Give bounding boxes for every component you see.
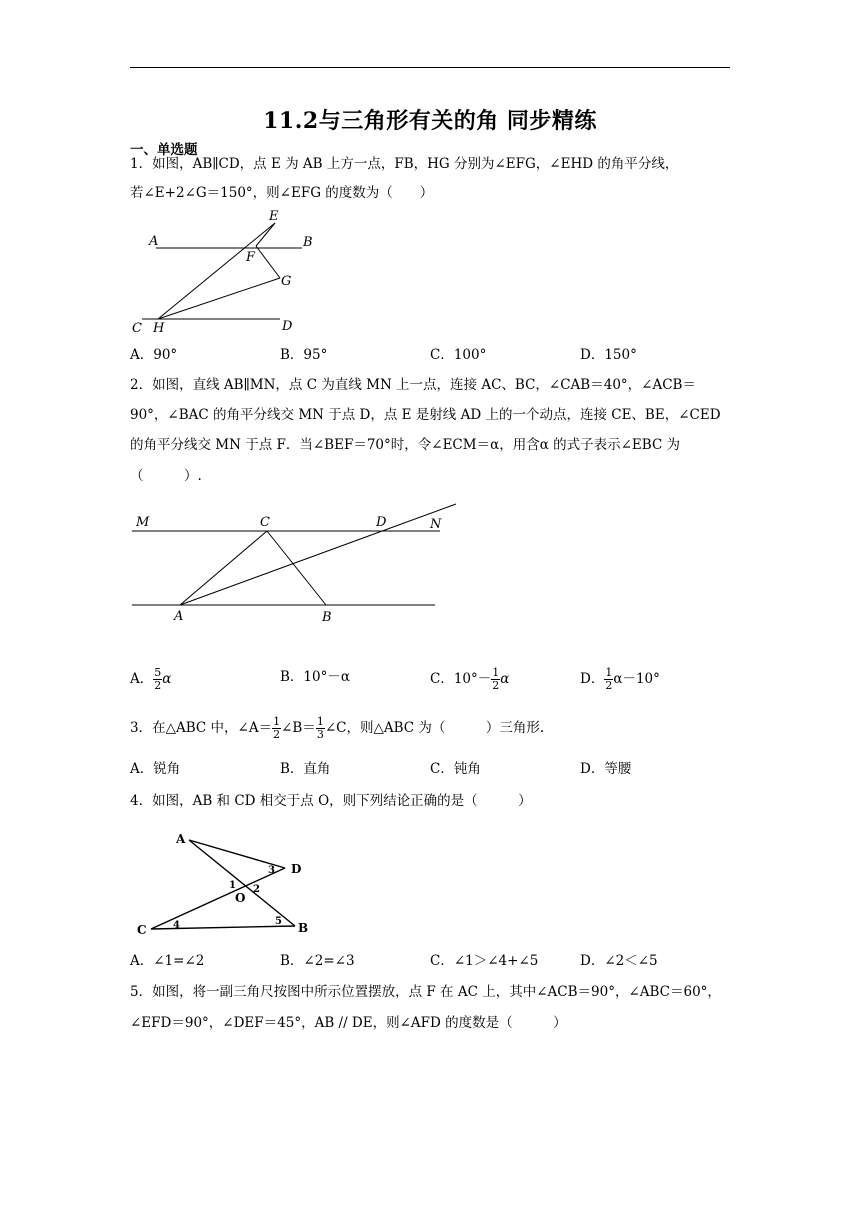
q4-seg-ab (189, 840, 295, 926)
q2-options (130, 666, 730, 692)
q3-prefix: 3．在△ABC 中，∠A＝ (130, 720, 273, 736)
q3-option-a[interactable]: A．锐角 (130, 761, 181, 777)
q4-option-c[interactable]: C．∠1＞∠4+∠5 (430, 953, 539, 969)
q4-figure (135, 826, 315, 938)
q2-option-d-den: 2 (605, 679, 613, 692)
q3-mid: ∠B＝ (281, 720, 316, 736)
q3-fraction-1 (272, 716, 281, 741)
q4-label-d: D (291, 862, 302, 876)
q4-text-line1: 4．如图，AB 和 CD 相交于点 O，则下列结论正确的是（ ） (130, 793, 532, 809)
q4-angle-2: 2 (253, 884, 260, 895)
q2-text-line2: 90°，∠BAC 的角平分线交 MN 于点 D，点 E 是射线 AD 上的一个动点，连接 CE、BE，∠CED (130, 407, 721, 423)
q3-options (130, 759, 730, 779)
q4-label-o: O (235, 891, 246, 905)
q2-option-a-num: 5 (154, 666, 162, 679)
q2-option-c-prefix: C．10°－ (430, 671, 492, 687)
q2-option-a-var: α (162, 671, 172, 687)
q3-f2-num: 1 (316, 715, 324, 728)
q4-angle-3: 3 (268, 865, 275, 876)
q1-option-d[interactable]: D．150° (580, 347, 637, 363)
q1-option-a[interactable]: A．90° (130, 347, 178, 363)
q4-label-b: B (298, 921, 309, 935)
q1-seg-ef (256, 223, 275, 246)
q4-angle-4: 4 (173, 920, 180, 931)
q2-option-b[interactable]: B．10°－α (280, 669, 350, 685)
q2-seg-ca (180, 531, 267, 605)
q1-options (130, 345, 730, 365)
q1-label-h: H (153, 321, 165, 336)
q4-label-a: A (176, 832, 186, 846)
q5-text-line2: ∠EFD＝90°，∠DEF＝45°，AB // DE，则∠AFD 的度数是（ ） (130, 1015, 567, 1031)
section-heading: 一、单选题 (130, 142, 198, 158)
q3-suffix: ∠C，则△ABC 为（ ）三角形. (324, 720, 545, 736)
q3-option-c[interactable]: C．钝角 (430, 761, 481, 777)
q2-label-n: N (430, 517, 442, 532)
q2-label-c: C (260, 515, 270, 530)
q2-option-d[interactable] (580, 667, 660, 692)
q1-figure (130, 208, 313, 336)
q2-option-c[interactable] (430, 667, 509, 692)
q2-label-m: M (136, 515, 150, 530)
q1-seg-he (158, 223, 275, 319)
q2-text-line4: （ ）. (130, 468, 202, 484)
q2-option-a-den: 2 (154, 679, 162, 692)
q1-label-b: B (303, 235, 313, 250)
q1-label-g: G (281, 274, 292, 289)
q3-f1-den: 2 (273, 728, 281, 741)
q4-angle-1: 1 (229, 880, 236, 891)
q2-option-d-prefix: D． (580, 671, 605, 687)
page-title: 11.2与三角形有关的角 同步精练 (263, 108, 597, 134)
q2-option-a-prefix: A． (130, 671, 154, 687)
q2-option-c-fraction (491, 667, 500, 692)
q1-seg-hg (158, 278, 280, 319)
q2-option-a[interactable] (130, 667, 171, 692)
q3-fraction-2 (316, 716, 325, 741)
q3-option-d[interactable]: D．等腰 (580, 761, 632, 777)
q2-figure (130, 500, 460, 630)
q4-options (130, 951, 730, 971)
q4-angle-5: 5 (275, 916, 282, 927)
q3-text (130, 716, 544, 741)
q5-text-line1: 5．如图，将一副三角尺按图中所示位置摆放，点 F 在 AC 上，其中∠ACB＝90°，∠ABC＝60°， (130, 984, 721, 1000)
q2-text-line3: 的角平分线交 MN 于点 F．当∠BEF＝70°时，令∠ECM＝α，用含α 的式子表示∠EBC 为 (130, 437, 681, 453)
q2-option-d-num: 1 (605, 666, 613, 679)
q2-option-c-num: 1 (492, 666, 500, 679)
q1-label-e: E (269, 209, 279, 224)
q3-option-b[interactable]: B．直角 (280, 761, 331, 777)
q4-seg-cd (151, 868, 285, 929)
header-rule (130, 67, 730, 68)
q1-label-a: A (149, 234, 159, 249)
q2-text-line1: 2．如图，直线 AB∥MN，点 C 为直线 MN 上一点，连接 AC、BC，∠CAB＝40°，∠ACB＝ (130, 377, 696, 393)
q2-label-a: A (174, 609, 184, 624)
q1-option-b[interactable]: B．95° (280, 347, 328, 363)
q1-label-f: F (246, 250, 256, 265)
q2-label-d: D (376, 515, 387, 530)
q4-option-a[interactable]: A．∠1=∠2 (130, 953, 205, 969)
q2-label-b: B (322, 610, 332, 625)
q2-option-a-fraction (153, 667, 162, 692)
q2-seg-cb (267, 531, 326, 605)
q4-label-c: C (137, 923, 147, 937)
q2-option-d-suffix: α－10° (613, 671, 660, 687)
q2-ray-ad (180, 504, 456, 605)
q3-f1-num: 1 (273, 715, 281, 728)
q1-text-line2: 若∠E+2∠G＝150°，则∠EFG 的度数为（ ） (130, 185, 434, 201)
q4-option-d[interactable]: D．∠2＜∠5 (580, 953, 658, 969)
q1-label-c: C (132, 321, 142, 336)
q2-option-d-fraction (604, 667, 613, 692)
q4-seg-ad (189, 840, 285, 868)
q1-seg-fg (256, 246, 280, 278)
q1-label-d: D (282, 319, 293, 334)
q2-option-c-den: 2 (492, 679, 500, 692)
q2-option-c-var: α (500, 671, 510, 687)
q4-option-b[interactable]: B．∠2=∠3 (280, 953, 355, 969)
q1-text-line1: 1．如图，AB∥CD，点 E 为 AB 上方一点，FB，HG 分别为∠EFG，∠EHD 的角平分线， (130, 156, 679, 172)
q1-option-c[interactable]: C．100° (430, 347, 487, 363)
q3-f2-den: 3 (316, 728, 324, 741)
